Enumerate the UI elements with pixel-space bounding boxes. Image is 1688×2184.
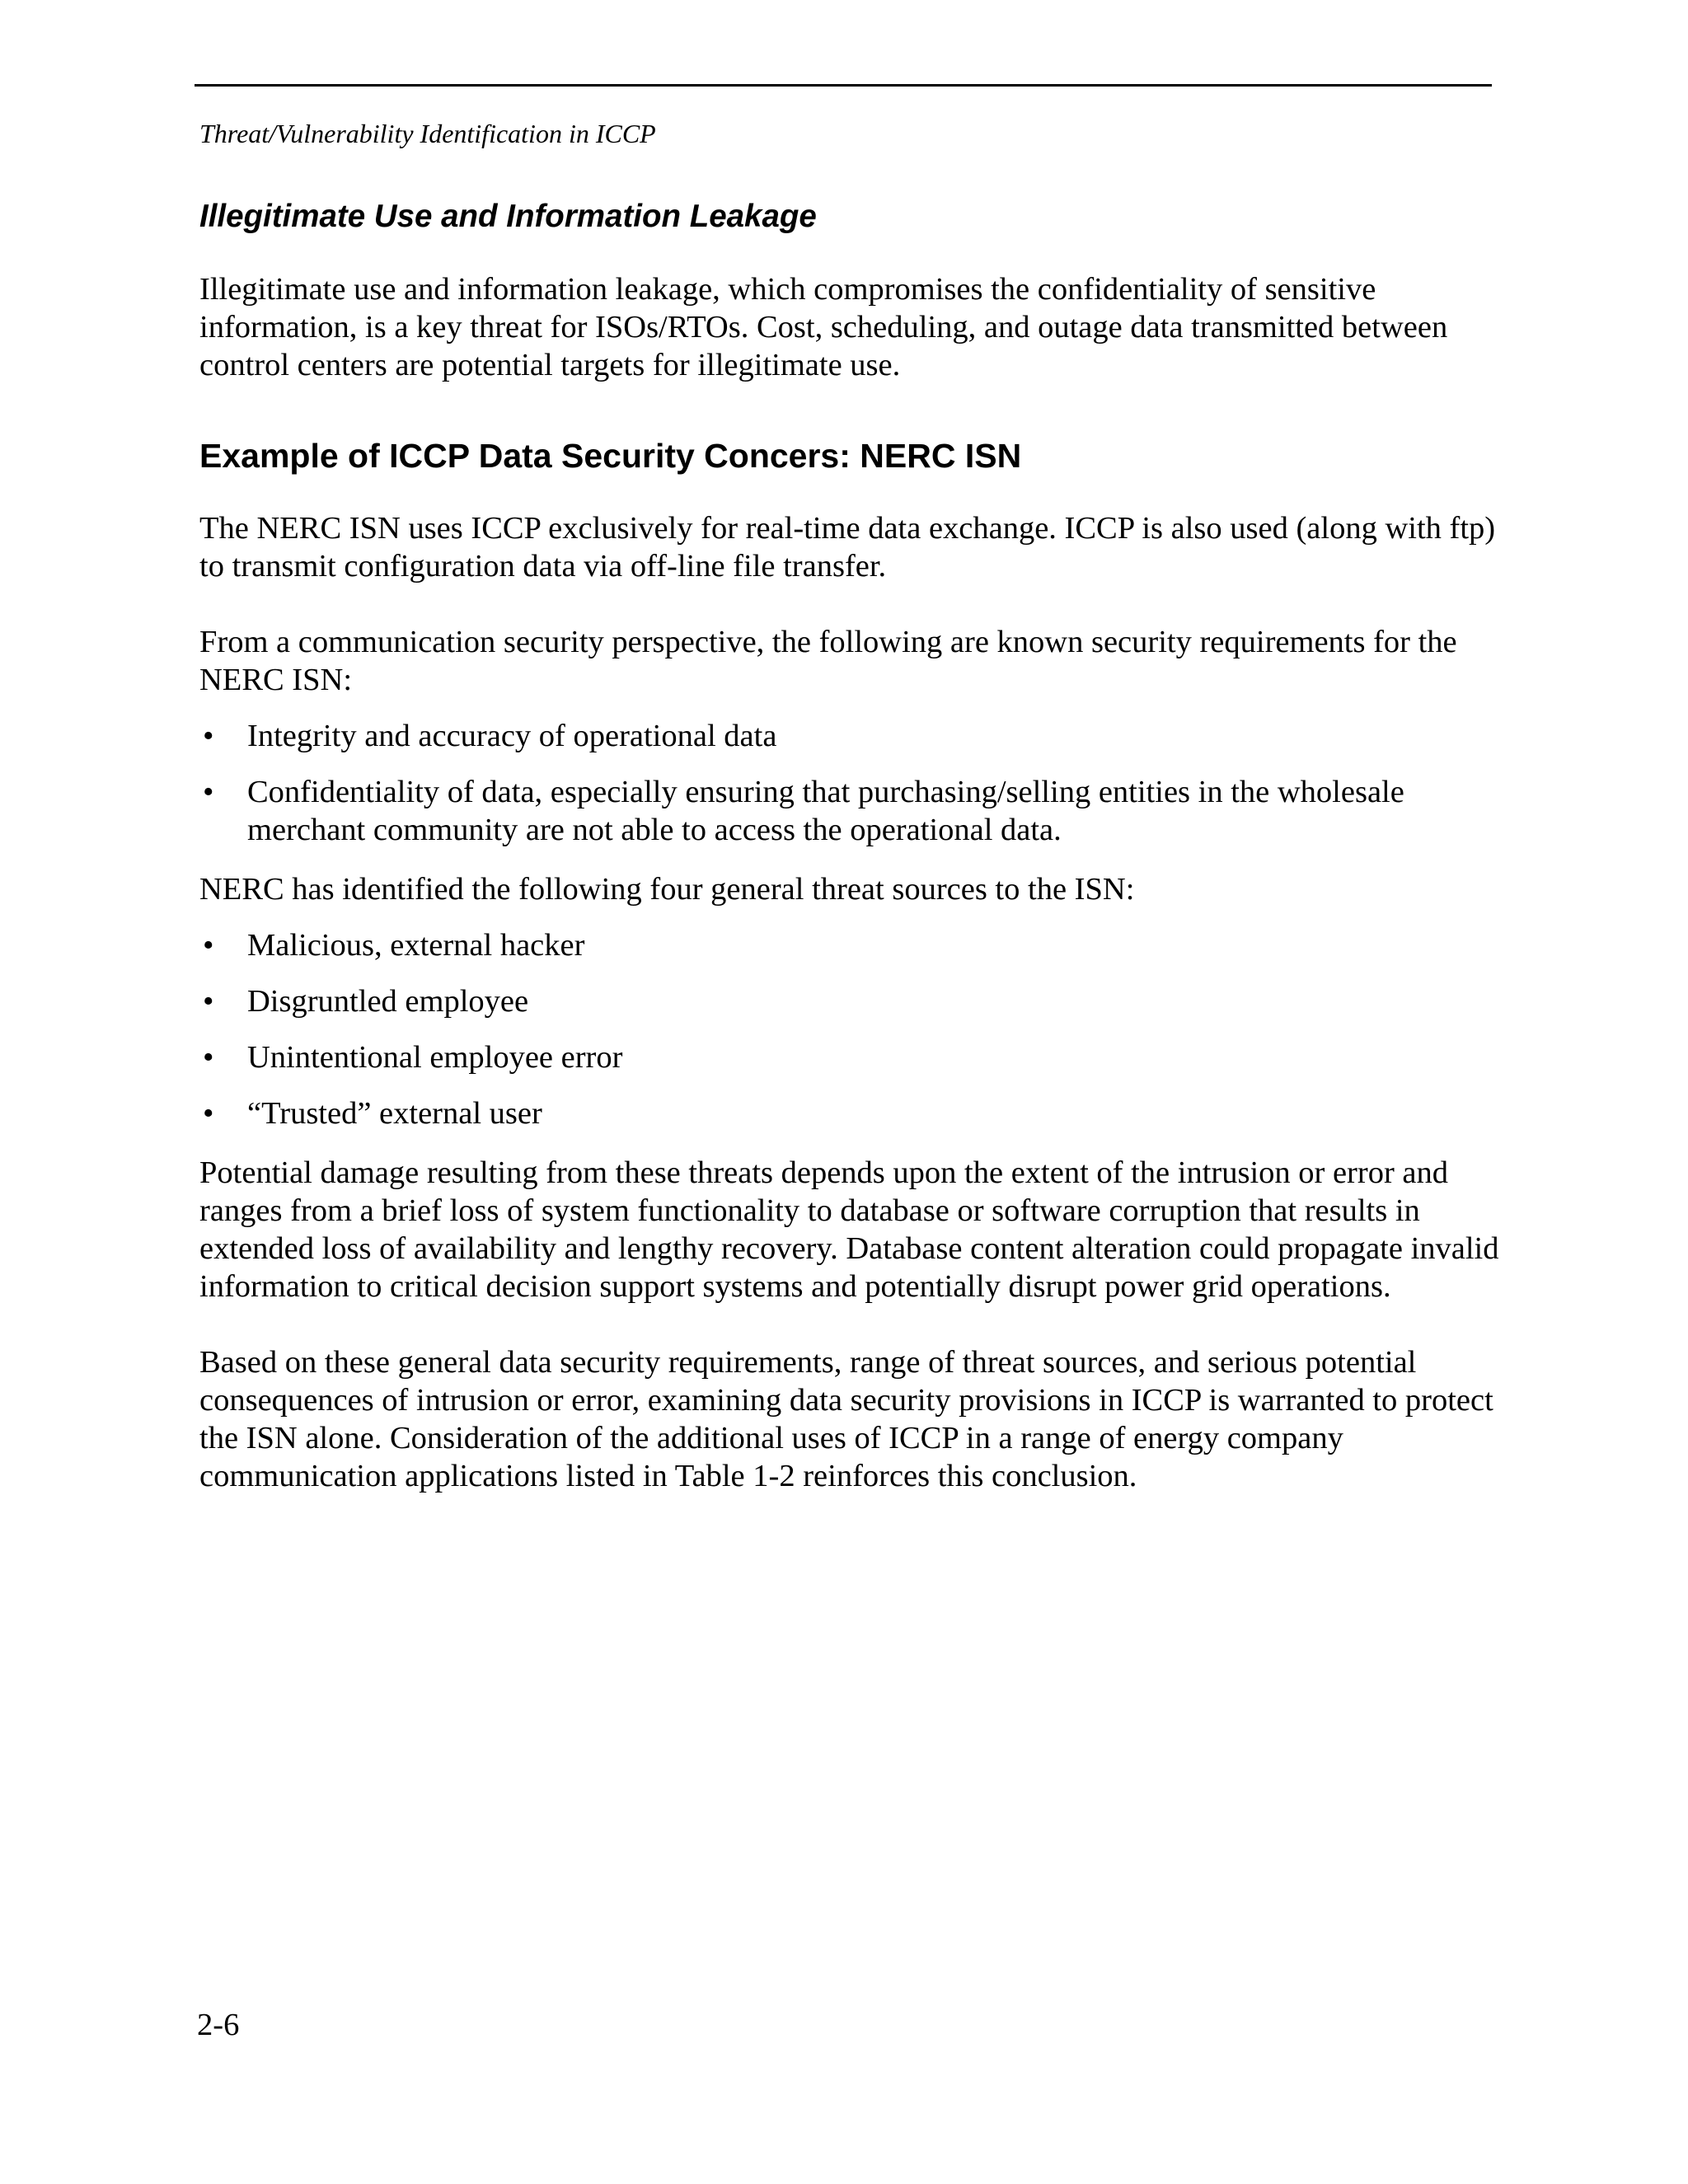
bullet-icon: •: [203, 1040, 214, 1075]
paragraph-conclusion: Based on these general data security requirements, range of threat sources, and serious potential consequences of intrusion or error, examining data security provisions in ICCP is warranted to protect the ISN alone. Consideration of the additional uses of ICCP in a range of energy company communication applications listed in Table 1-2 reinforces this conclusion.: [199, 1345, 1493, 1493]
paragraph-nerc-isn-usage: The NERC ISN uses ICCP exclusively for real-time data exchange. ICCP is also used (along with ftp) to transmit configuration data via off-line file transfer.: [199, 511, 1496, 583]
list-item: [199, 1094, 1502, 1132]
running-header: Threat/Vulnerability Identification in ICCP: [199, 119, 656, 148]
section-heading-nerc-isn: Example of ICCP Data Security Concers: NERC ISN: [199, 437, 1022, 475]
requirements-list: [199, 717, 1502, 849]
bullet-icon: •: [203, 928, 214, 963]
paragraph-illegitimate-use: Illegitimate use and information leakage, which compromises the confidentiality of sensitive information, is a key threat for ISOs/RTOs. Cost, scheduling, and outage data transmitted between control centers are potential targets for illegitimate use.: [199, 272, 1448, 382]
list-item-text: Integrity and accuracy of operational data: [247, 719, 777, 753]
header-rule: [195, 84, 1492, 87]
list-item: [199, 982, 1502, 1020]
paragraph-threat-sources-intro: NERC has identified the following four general threat sources to the ISN:: [199, 872, 1135, 907]
list-item-text: Unintentional employee error: [247, 1040, 623, 1075]
paragraph-security-requirements-intro: From a communication security perspective, the following are known security requirements for the NERC ISN:: [199, 625, 1457, 697]
list-item: [199, 926, 1502, 964]
page-number: 2-6: [197, 2008, 240, 2042]
page-body: [199, 196, 1502, 1495]
bullet-icon: •: [203, 1096, 214, 1131]
list-item-text: Malicious, external hacker: [247, 928, 585, 963]
list-item-text: Confidentiality of data, especially ensuring that purchasing/selling entities in the wholesale merchant community are not able to access the operational data.: [247, 775, 1404, 847]
bullet-icon: •: [203, 719, 214, 753]
list-item: [199, 1038, 1502, 1076]
list-item: [199, 773, 1502, 849]
list-item-text: “Trusted” external user: [247, 1096, 542, 1131]
bullet-icon: •: [203, 984, 214, 1019]
bullet-icon: •: [203, 775, 214, 809]
threat-sources-list: [199, 926, 1502, 1132]
list-item-text: Disgruntled employee: [247, 984, 529, 1019]
list-item: [199, 717, 1502, 755]
section-heading-illegitimate-use: Illegitimate Use and Information Leakage: [199, 199, 817, 234]
paragraph-potential-damage: Potential damage resulting from these threats depends upon the extent of the intrusion or error and ranges from a brief loss of system functionality to database or software corruption that results in extended loss of availability and lengthy recovery. Database content alteration could propagate invalid information to critical decision support systems and potentially disrupt power grid operations.: [199, 1155, 1499, 1304]
